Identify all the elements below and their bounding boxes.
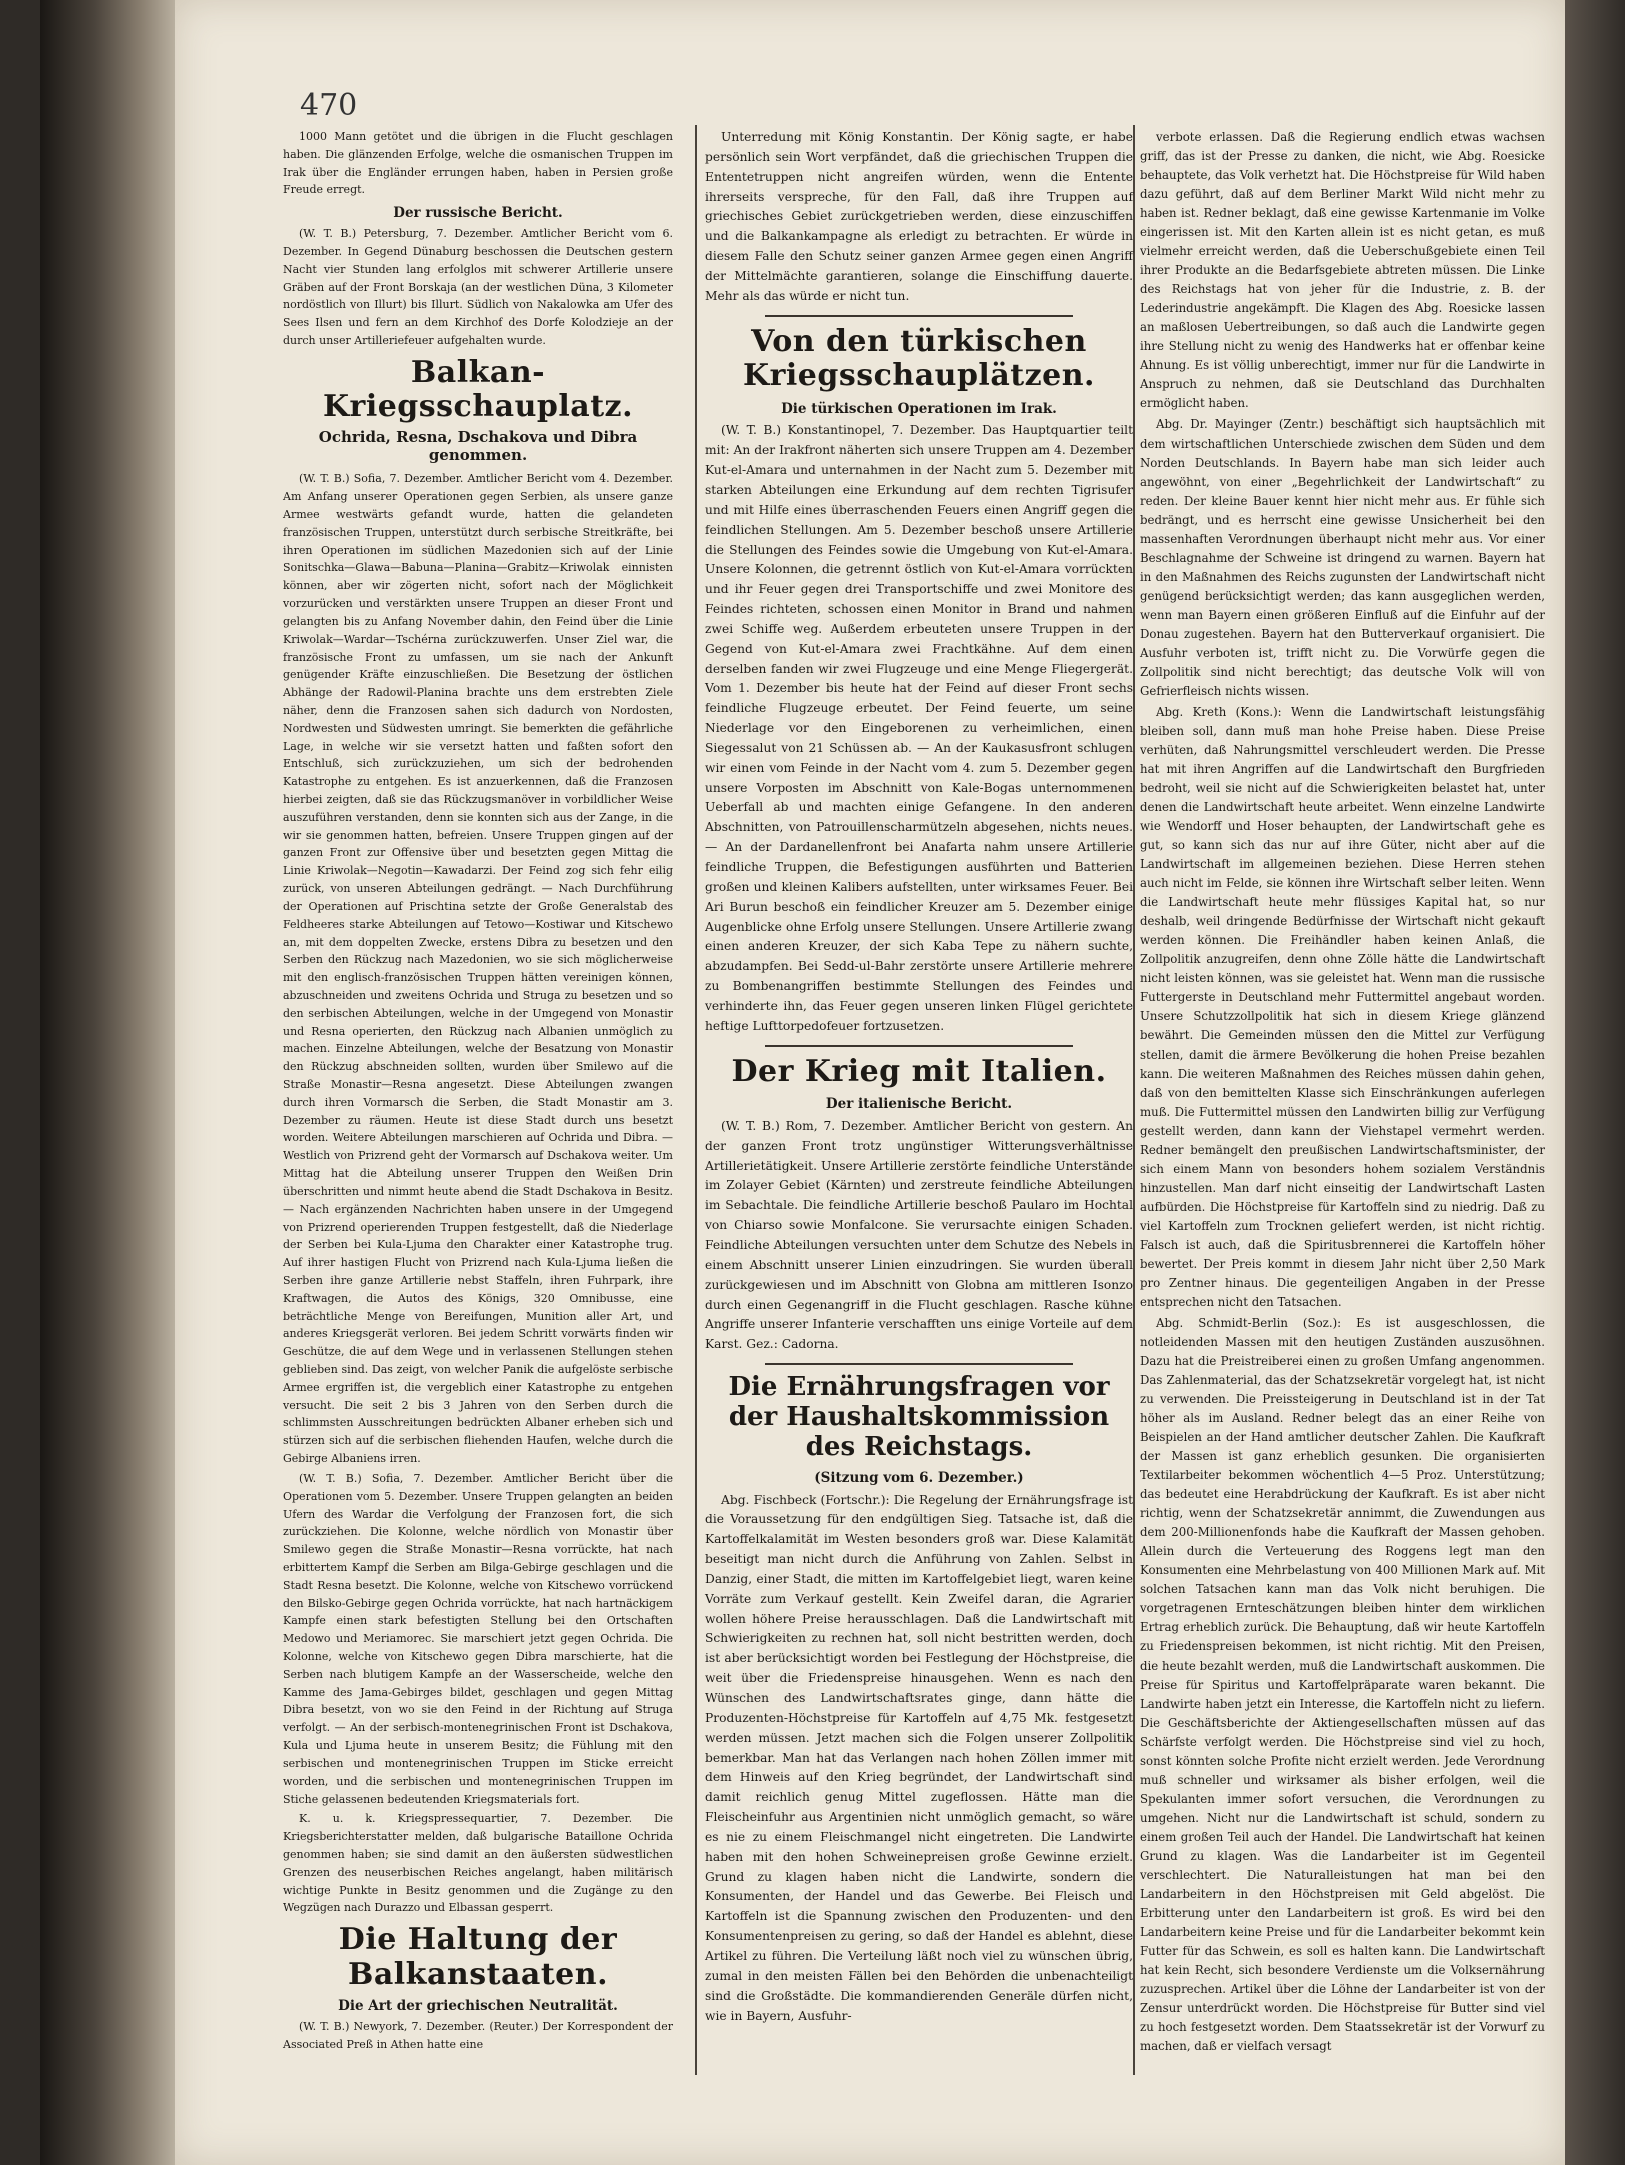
paragraph: (W. T. B.) Konstantinopel, 7. Dezember. Das Hauptquartier teilt mit: An der Irakfront näherten sich unsere Truppen am 4. Dezember Kut-el-Amara und unternahmen in der Nacht zum 5. Dezember mit starken Abteilungen eine Erkundung auf dem rechten Tigrisufer und mit Hilfe eines überraschenden Feuers einen Angriff gegen die feindlichen Stellungen. Am 5. Dezember beschoß unsere Artillerie die Stellungen des Feindes sowie die Umgebung von Kut-el-Amara. Unsere Kolonnen, die getrennt östlich von Kut-el-Amara vorrückten und ihr Feuer gegen drei Transportschiffe und zwei Monitore des Feindes richteten, schossen einen Monitor in Brand und nahmen zwei Schiffe weg. Außerdem erbeuteten unsere Truppen in der Gegend von Kut-el-Amara zwei Frachtkähne. Auf dem einen derselben fanden wir zwei Flugzeuge und eine Menge Fliegergerät. Vom 1. Dezember bis heute hat der Feind auf dieser Front sechs feindliche Flugzeuge erbeutet. Der Feind feuerte, um seine Niederlage vor den Eingeborenen zu verheimlichen, einen Siegessalut von 21 Schüssen ab. — An der Kaukasusfront schlugen wir einen vom Feinde in der Nacht vom 4. zum 5. Dezember gegen unsere Vorposten im Abschnitt von Kale-Bogas unternommenen Ueberfall ab und machten einige Gefangene. In den anderen Abschnitten, von Patrouillenscharmützeln abgesehen, nichts neues. — An der Dardanellenfront bei Anafarta nahm unsere Artillerie feindliche Truppen, die Befestigungen ausführten und Batterien großen und kleinen Kalibers aufstellten, unter wirksames Feuer. Bei Ari Burun beschoß ein feindlicher Kreuzer am 5. Dezember einige Augenblicke ohne Erfolg unsere Stellungen. Unsere Artillerie zwang einen anderen Kreuzer, der sich Kaba Tepe zu nähern suchte, abzudampfen. Bei Sedd-ul-Bahr zerstörte unsere Artillerie mehrere zu Bombenangriffen bestimmte Stellungen des Feindes und verhinderte ihn, das Feuer gegen unseren linken Flügel gerichtete heftige Lufttorpedofeuer fortzusetzen.: [705, 423, 1133, 1033]
section-subheading: (Sitzung vom 6. Dezember.): [814, 1469, 1024, 1486]
divider: [765, 1045, 1073, 1047]
paragraph: Unterredung mit König Konstantin. Der König sagte, er habe persönlich sein Wort verpfändet, daß die griechischen Truppen die Ententetruppen nicht angreifen würden, wenn die Entente ihrerseits verspreche, für den Fall, daß ihre Truppen auf griechisches Gebiet zurückgetrieben werden, diese einzuschiffen und die Balkankampagne als erledigt zu betrachten. Er würde in diesem Falle den Schutz seiner ganzen Armee gegen einen Angriff der Mittelmächte garantieren, solange die Einschiffung dauerte. Mehr als das würde er nicht tun.: [705, 130, 1133, 303]
paragraph: (W. T. B.) Newyork, 7. Dezember. (Reuter.) Der Korrespondent der Associated Preß in Athen hatte eine: [283, 2020, 673, 2051]
divider: [765, 315, 1073, 317]
paragraph: (W. T. B.) Petersburg, 7. Dezember. Amtlicher Bericht vom 6. Dezember. In Gegend Dünaburg beschossen die Deutschen gestern Nacht vier Stunden lang erfolglos mit schwerer Artillerie unsere Gräben auf der Front Borskaja (an der westlichen Düna, 3 Kilometer nordöstlich von Illurt) bis Illurt. Südlich von Nakalowka am Ufer des Sees Ilsen und fern an dem Kirchhof des Dorfe Kolodzieje an der durch unser Artilleriefeuer aufgehalten wurde.: [283, 227, 673, 347]
column-3: [1140, 128, 1545, 2058]
paragraph: (W. T. B.) Sofia, 7. Dezember. Amtlicher Bericht vom 4. Dezember. Am Anfang unserer Operationen gegen Serbien, als unsere ganze Armee westwärts gefandt wurde, hatten die gelandeten französischen Truppen, unterstützt durch serbische Streitkräfte, bei ihren Operationen im südlichen Mazedonien sich auf der Linie Sonitschka—Glawa—Babuna—Planina—Grabitz—Kriwolak einnisten können, aber wir zögerten nicht, sofort nach der Möglichkeit vorzurücken und verstärkten unsere Truppen an dieser Front und gelangten bis zu Anfang November dahin, den Feind über die Linie Kriwolak—Wardar—Tschérna zurückzuwerfen. Unser Ziel war, die französische Front zu umfassen, um sie nach der Ankunft genügender Kräfte einzuschließen. Die Besetzung der östlichen Abhänge der Radowil-Planina brachte uns dem erstrebten Ziele näher, denn die Franzosen sahen sich dadurch von Nordosten, Nordwesten und Südwesten umringt. Sie bemerkten die gefährliche Lage, in welche wir sie versetzt hatten und faßten sofort den Entschluß, sich zurückzuziehen, um sich der bedrohenden Katastrophe zu entgehen. Es ist anzuerkennen, daß die Franzosen hierbei zeigten, daß sie das Rückzugsmanöver in vorbildlicher Weise auszuführen verstanden, denn sie konnten sich aus der Zange, in die wir sie genommen hatten, befreien. Unsere Truppen gingen auf der ganzen Front zur Offensive über und besetzten gegen Mittag die Linie Kriwolak—Negotin—Kawadarzi. Der Feind zog sich fehr eilig zurück, von unseren Abteilungen gedrängt. — Nach Durchführung der Operationen auf Prischtina setzte der Große Generalstab des Feldheeres starke Abteilungen auf Tetowo—Kostiwar und Kitschewo an, mit dem doppelten Zwecke, erstens Dibra zu besetzen und den Serben den Rückzug nach Mazedonien, wo sie sich möglicherweise mit den englisch-französischen Truppen hätten vereinigen können, abzuschneiden und zweitens Ochrida und Struga zu besetzen und so den serbischen Abteilungen, welche in der Umgegend von Monastir und Resna operierten, den Rückzug nach Albanien unmöglich zu machen. Einzelne Abteilungen, welche der Besatzung von Monastir den Rückzug abschneiden sollten, wurden über Smilewo auf die Straße Monastir—Resna angesetzt. Diese Abteilungen zwangen durch ihren Vormarsch die Serben, die Stadt Monastir am 3. Dezember zu räumen. Heute ist diese Stadt durch uns besetzt worden. Weitere Abteilungen marschieren auf Ochrida und Dibra. — Westlich von Prizrend geht der Vormarsch auf Dschakova weiter. Um Mittag hat die Abteilung unserer Truppen den Weißen Drin überschritten und nimmt heute abend die Stadt Dschakova in Besitz. — Nach ergänzenden Nachrichten haben unsere in der Umgegend von Prizrend operierenden Truppen festgestellt, daß die Niederlage der Serben bei Kula-Ljuma den Charakter einer Katastrophe trug. Auf ihrer hastigen Flucht von Prizrend nach Kula-Ljuma ließen die Serben ihre ganze Artillerie nebst Staffeln, ihren Fuhrpark, ihre Kraftwagen, die Autos des Königs, 320 Omnibusse, eine beträchtliche Menge von Bereifungen, Munition aller Art, und anderes Kriegsgerät verloren. Bei jedem Schritt vorwärts finden wir Geschütze, die auf dem Wege und in verlassenen Stellungen stehen geblieben sind. Das zeigt, von welcher Panik die aufgelöste serbische Armee ergriffen ist, die vergeblich einer Katastrophe zu entgehen versucht. Die seit 2 bis 3 Jahren von den Serben durch die schlimmsten Ausschreitungen bedrückten Albaner erheben sich und stürzen sich auf die serbischen fliehenden Haufen, welche durch die Gebirge Albaniens irren.: [283, 472, 673, 1466]
divider: [765, 1363, 1073, 1365]
section-heading: Balkan-Kriegsschauplatz.: [322, 354, 634, 425]
paragraph: Abg. Schmidt-Berlin (Soz.): Es ist ausgeschlossen, die notleidenden Massen mit den heutigen Zuständen auszusöhnen. Dazu hat die Preistreiberei einen zu großen Umfang angenommen. Das Zahlenmaterial, das der Schatzsekretär vorgelegt hat, ist nicht zu verwenden. Die Preissteigerung in Deutschland ist in der Tat höher als im Ausland. Redner belegt das an einer Reihe von Beispielen an der Hand amtlicher deutscher Zahlen. Die Kaufkraft der Massen ist ganz erheblich gesunken. Die organisierten Textilarbeiter bekommen wöchentlich 4—5 Proz. Unterstützung; das bedeutet eine Herabdrückung der Kaufkraft. Es ist aber nicht richtig, wenn der Schatzsekretär annimmt, die Zuwendungen aus dem 200-Millionenfonds habe die Kaufkraft der Massen gehoben. Allein durch die Verteuerung des Roggens legt man den Konsumenten eine Mehrbelastung von 400 Millionen Mark auf. Mit solchen Tatsachen kann man das Volk nicht beruhigen. Die vorgetragenen Ernteschätzungen bleiben hinter dem wirklichen Ertrag erheblich zurück. Die Behauptung, daß wir heute Kartoffeln zu Friedenspreisen bekommen, ist nicht richtig. Mit den Preisen, die heute bezahlt werden, muß die Landwirtschaft auskommen. Die Preise für Spiritus und Kartoffelpräparate waren bekannt. Die Landwirte haben jetzt ein Interesse, die Kartoffeln nicht zu liefern. Die Geschäftsberichte der Aktiengesellschaften müssen auf das Schärfste verfolgt werden. Die Höchstpreise sind viel zu hoch, sonst könnten solche Profite nicht erzielt werden. Jede Verordnung muß schneller und wirksamer als bisher erfolgen, weil die Spekulanten immer sofort versuchen, die Verordnungen zu umgehen. Nicht nur die Landwirtschaft ist schuld, sondern zu einem großen Teil auch der Handel. Die Landwirtschaft hat keinen Grund zu klagen. Was die Landarbeiter ist im Gegenteil verschlechtert. Die Naturalleistungen hat man bei den Landarbeitern in den Höchstpreisen mit Geld abgelöst. Die Erbitterung unter den Landarbeitern ist groß. Es wird bei den Landarbeitern keine Preise und für die Landarbeiter bekommt kein Futter für das Schwein, es soll es halten kann. Die Landwirtschaft hat kein Recht, sich besondere Verdienste um die Volksernährung zuzusprechen. Artikel über die Löhne der Landarbeiter ist von der Zensur unterdrückt worden. Die Höchstpreise für Butter sind viel zu hoch festgesetzt worden. Dem Staatssekretär ist der Vorwurf zu machen, daß er vielfach versagt: [1140, 1315, 1545, 2054]
section-heading: Die Haltung der Balkanstaaten.: [338, 1922, 618, 1992]
column-rule-1: [695, 125, 697, 2075]
page-edge: [1565, 0, 1625, 2165]
section-heading: Von den türkischen Kriegsschauplätzen.: [743, 323, 1095, 394]
section-heading: Der Krieg mit Italien.: [731, 1053, 1107, 1089]
section-subheading: Die Art der griechischen Neutralität.: [338, 1998, 618, 2015]
paragraph: (W. T. B.) Rom, 7. Dezember. Amtlicher Bericht von gestern. An der ganzen Front trotz ungünstiger Witterungsverhältnisse Artillerietätigkeit. Unsere Artillerie zerstörte feindliche Unterstände im Zolayer Gebiet (Kärnten) und zerstreute feindliche Abteilungen im Sebachtale. Die feindliche Artillerie beschoß Paularo im Hochtal von Chiarso sowie Monfalcone. Sie verursachte einigen Schaden. Feindliche Abteilungen versuchten unter dem Schutze des Nebels in einem Abschnitt unserer Linien einzudringen. Sie wurden überall zurückgewiesen und im Abschnitt von Globna am mittleren Isonzo durch einen Gegenangriff in die Flucht geschlagen. Rasche kühne Angriffe unserer Infanterie verschafften uns einige Vorteile auf dem Karst. Gez.: Cadorna.: [705, 1118, 1133, 1352]
column-2: [705, 128, 1133, 2028]
paragraph: Abg. Kreth (Kons.): Wenn die Landwirtschaft leistungsfähig bleiben soll, dann muß man hohe Preise haben. Diese Preise verhüten, daß Nahrungsmittel verschleudert werden. Die Presse hat mit ihren Angriffen auf die Landwirtschaft den Burgfrieden bedroht, weil sie nicht auf die Schwierigkeiten belastet hat, unter denen die Landwirtschaft heute arbeitet. Wenn einzelne Landwirte wie Wendorff und Hoser behaupten, der Landwirtschaft gehe es gut, so kann sich das nur auf ihre Güter, nicht aber auf die Landwirtschaft im allgemeinen beziehen. Diese Herren stehen auch nicht im Felde, sie können ihre Wirtschaft selber leiten. Wenn die Landwirtschaft heute mehr flüssiges Kapital hat, so nur deshalb, weil dringende Bedürfnisse der Wirtschaft nicht gekauft werden können. Die Freihändler haben keinen Anlaß, die Zollpolitik anzugreifen, denn ohne Zölle hätte die Landwirtschaft nicht leisten können, was sie geleistet hat. Wenn man die russische Futtergerste in Deutschland mehr Futtermittel angebaut worden. Unsere Schutzzollpolitik hat sich in diesem Kriege glänzend bewährt. Die Gemeinden müssen den die Mittel zur Verfügung stellen, damit die ärmere Bevölkerung die hohen Preise bezahlen kann. Die weiteren Maßnahmen des Reiches müssen dahin gehen, daß von den bemittelten Klasse sich Einschränkungen auferlegen muß. Die Futtermittel müssen den Landwirten billig zur Verfügung gestellt werden, dann kann der Viehstapel vermehrt werden. Redner bemängelt den preußischen Landwirtschaftsminister, der sich einem Mann von besonders hohem sozialem Verständnis hinzustellen. Man darf nicht einseitig der Landwirtschaft Lasten aufbürden. Die Höchstpreise für Kartoffeln sind zu niedrig. Daß zu viel Kartoffeln zum Trocknen geliefert werden, ist nicht richtig. Falsch ist auch, daß die Spiritusbrennerei die Kartoffeln höher bewertet. Der Preis kommt in diesem Jahr nicht über 2,50 Mark pro Zentner hinaus. Die gegenteiligen Angaben in der Presse entsprechen nicht den Tatsachen.: [1140, 704, 1545, 1309]
paragraph: (W. T. B.) Sofia, 7. Dezember. Amtlicher Bericht über die Operationen vom 5. Dezember. Unsere Truppen gelangten an beiden Ufern des Wardar die Verfolgung der Franzosen fort, die sich zurückziehen. Die Kolonne, welche nördlich von Monastir über Smilewo gegen die Straße Monastir—Resna vorrückte, hat nach erbittertem Kampf die Serben am Bilga-Gebirge geschlagen und die Stadt Resna besetzt. Die Kolonne, welche von Kitschewo vorrückend den Bilsko-Gebirge gegen Ochrida vorrückte, hat nach hartnäckigem Kampfe einen stark befestigten Stellung bei den Ortschaften Medowo und Meriamorec. Sie marschiert jetzt gegen Ochrida. Die Kolonne, welche von Kitschewo gegen Dibra marschierte, hat die Serben nach blutigem Kampfe an der Wasserscheide, welche den Kamme des Jama-Gebirges bildet, geschlagen und gegen Mittag Dibra besetzt, von wo sie den Feind in der Richtung auf Struga verfolgt. — An der serbisch-montenegrinischen Front ist Dschakova, Kula und Ljuma heute in unserem Besitz; die Fühlung mit den serbischen und montenegrinischen Truppen im Sticke erreicht worden, und die serbischen und montenegrinischen Truppen im Stiche gelassenen bedeutenden Kriegsmaterials fort.: [283, 1471, 673, 1806]
section-subheading: Der russische Bericht.: [393, 205, 563, 222]
book-binding: [40, 0, 175, 2165]
paragraph: 1000 Mann getötet und die übrigen in die Flucht geschlagen haben. Die glänzenden Erfolge, welche die osmanischen Truppen im Irak über die Engländer errungen haben, haben in Persien große Freude erregt.: [283, 130, 673, 197]
section-heading: Die Ernährungsfragen vor der Haushaltskommission des Reichstags.: [728, 1372, 1110, 1462]
section-subheading: Die türkischen Operationen im Irak.: [781, 400, 1057, 417]
section-subheading: Der italienische Bericht.: [825, 1096, 1013, 1113]
paragraph: K. u. k. Kriegspressequartier, 7. Dezember. Die Kriegsberichterstatter melden, daß bulgarische Bataillone Ochrida genommen haben; sie sind damit an den äußersten südwestlichen Grenzen des neuserbischen Reiches angelangt, haben militärisch wichtige Punkte in Besitz genommen und die Zugänge zu den Wegzügen nach Durazzo und Elbassan gesperrt.: [283, 1812, 673, 1915]
paragraph: Abg. Fischbeck (Fortschr.): Die Regelung der Ernährungsfrage ist die Voraussetzung für den endgültigen Sieg. Tatsache ist, daß die Kartoffelkalamität im Westen besonders groß war. Diese Kalamität beseitigt man nicht durch die Anführung von Zahlen. Selbst in Danzig, einer Stadt, die mitten im Kartoffelgebiet liegt, waren keine Vorräte zum Verkauf gestellt. Kein Zweifel daran, die Agrarier wollen höhere Preise herausschlagen. Daß die Landwirtschaft mit Schwierigkeiten zu rechnen hat, soll nicht bestritten werden, doch ist aber berücksichtigt worden bei Festlegung der Höchstpreise, die weit über die Friedenspreise hinausgehen. Wenn es nach den Wünschen des Landwirtschaftsrates ginge, dann hätte die Produzenten-Höchstpreise für Kartoffeln auf 4,75 Mk. festgesetzt werden müssen. Jetzt machen sich die Folgen unserer Zollpolitik bemerkbar. Man hat das Verlangen nach hohen Zöllen immer mit dem Hinweis auf den Krieg begründet, der Landwirtschaft sind damit reichlich genug Mittel zugeflossen. Hätte man die Fleischeinfuhr aus Argentinien nicht unmöglich gemacht, so wäre es nie zu einem Fleischmangel nicht eingetreten. Die Landwirte haben mit den hohen Schweinepreisen große Gewinne erzielt. Grund zu klagen haben nicht die Landwirte, sondern die Konsumenten, der Handel und das Gewerbe. Bei Fleisch und Kartoffeln ist die Spannung zwischen den Produzenten- und den Konsumentenpreisen zu gering, so daß der Handel es ablehnt, diese Artikel zu führen. Die Verteilung läßt noch viel zu wünschen übrig, zumal in den meisten Fällen bei den Behörden die unbenachteiligt sind die Großstädte. Die kommandierenden Generäle dürfen nicht, wie in Bayern, Ausfuhr-: [705, 1492, 1133, 2023]
page-number: 470: [300, 88, 358, 123]
column-1: [283, 128, 673, 2056]
column-rule-2: [1133, 125, 1135, 2075]
paragraph: verbote erlassen. Daß die Regierung endlich etwas wachsen griff, das ist der Presse zu danken, die nicht, wie Abg. Roesicke behauptete, das Volk verhetzt hat. Die Höchstpreise für Wild haben dazu geführt, daß auf dem Berliner Markt Wild nicht mehr zu haben ist. Redner beklagt, daß eine gewisse Kartenmanie im Volke eingerissen ist. Mit den Karten allein ist es nicht getan, es muß vielmehr erreicht werden, daß die Ueberschußgebiete einen Teil ihrer Produkte an die Bedarfsgebiete abtreten müssen. Die Linke des Reichstags hat von jeher für die Industrie, z. B. der Lederindustrie angekämpft. Die Klagen des Abg. Roesicke lassen an maßlosen Uebertreibungen, so daß auch die Landwirte gegen ihre Stellung nicht zu wenig des Handwerks hat er offenbar keine Ahnung. Es ist völlig unberechtigt, immer nur für die Landwirte in Anspruch zu nehmen, daß sie Deutschland das Durchhalten ermöglicht haben.: [1140, 130, 1545, 411]
section-subheading: Ochrida, Resna, Dschakova und Dibra genommen.: [318, 427, 638, 464]
paragraph: Abg. Dr. Mayinger (Zentr.) beschäftigt sich hauptsächlich mit dem wirtschaftlichen Unterschiede zwischen dem Süden und dem Norden Deutschlands. In Bayern habe man sich leider auch angewöhnt, von einer „Begehrlichkeit der Landwirtschaft“ zu reden. Der kleine Bauer kennt hier nicht mehr aus. Er fühle sich bedrängt, und es herrscht eine gewisse Unsicherheit bei den massenhaften Verordnungen überhaupt nicht mehr aus. Vor einer Beschlagnahme der Schweine ist dringend zu warnen. Bayern hat in den Maßnahmen des Reichs zugunsten der Landwirtschaft nicht genügend berücksichtigt werden; das kann ausgeglichen werden, wenn man Bayern einen größeren Einfluß auf die Einfuhr auf der Donau zugestehen. Bayern hat den Butterverkauf organisiert. Die Ausfuhr verboten ist, trifft nicht zu. Die Vorwürfe gegen die Zollpolitik sind nicht berechtigt; das deutsche Volk will von Gefrierfleisch nichts wissen.: [1140, 417, 1545, 698]
